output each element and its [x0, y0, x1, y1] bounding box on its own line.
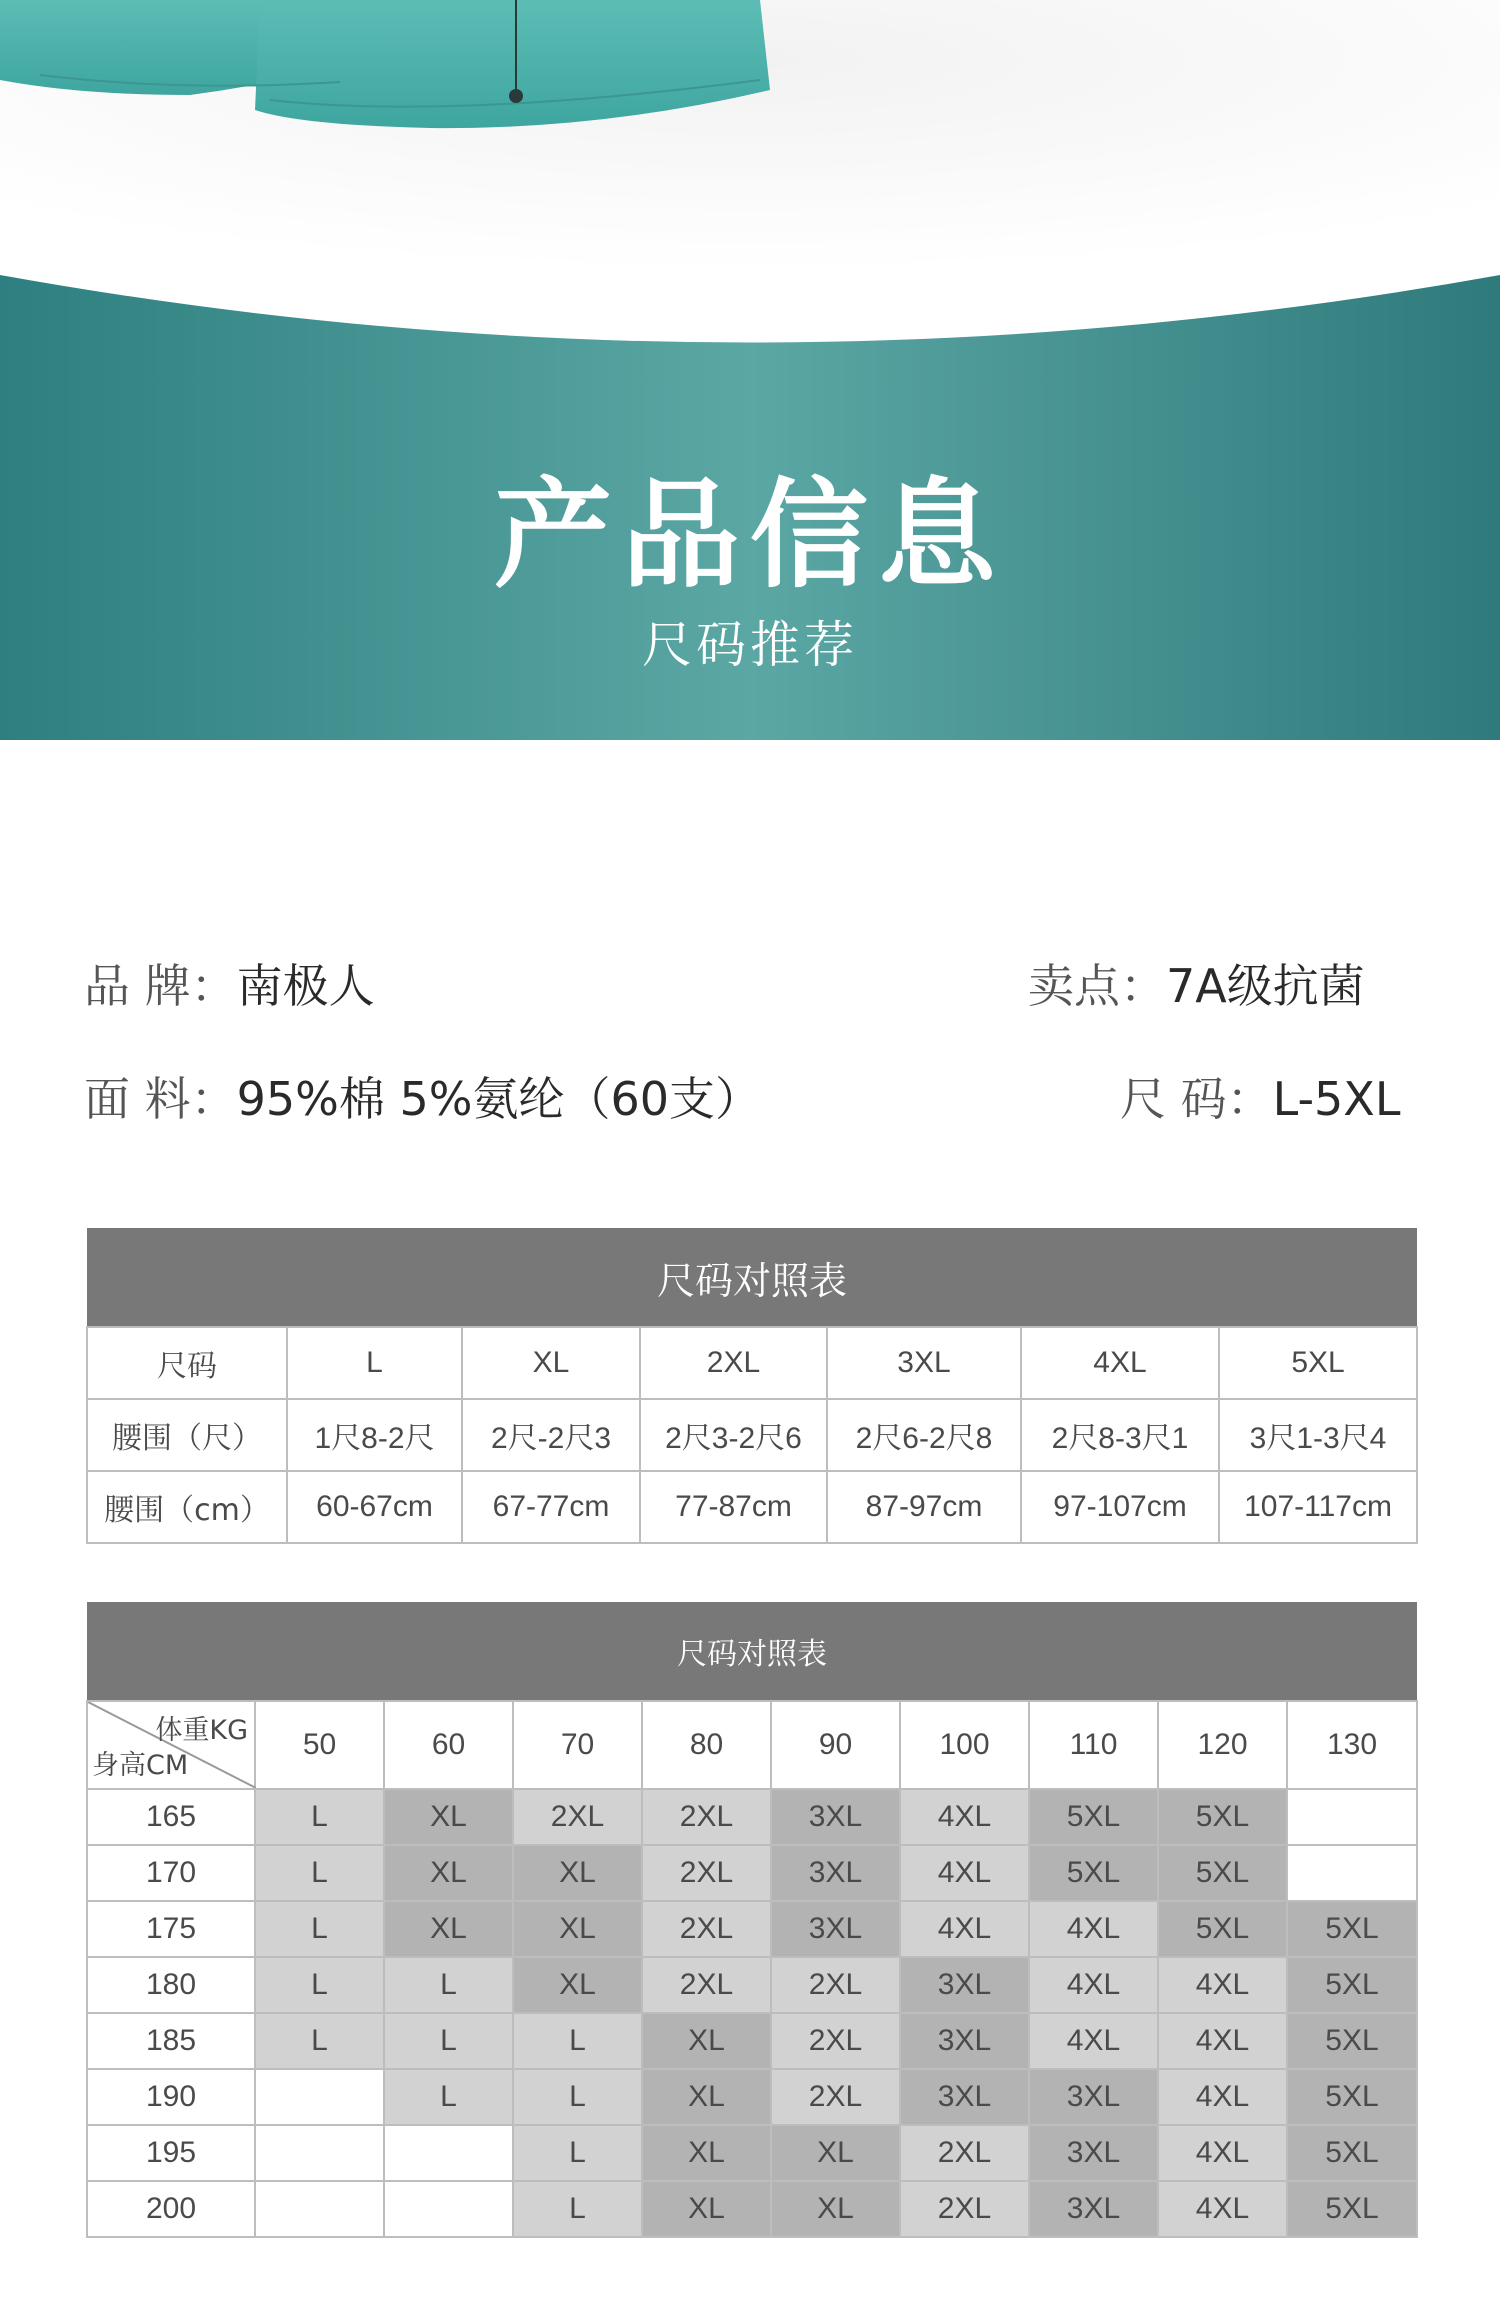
- size-cell: 5XL: [1287, 1901, 1417, 1957]
- size-cell: 2XL: [642, 1845, 771, 1901]
- brand-value: 南极人: [236, 959, 375, 1013]
- size-cell: 5XL: [1287, 2069, 1417, 2125]
- page-title: 产品信息: [493, 466, 1006, 604]
- height-axis-label: 身高CM: [92, 1750, 189, 1781]
- weight-header-cell: 60: [384, 1701, 513, 1789]
- size-cell: 2XL: [642, 1789, 771, 1845]
- size-cell: 4XL: [1158, 2125, 1287, 2181]
- size-cell: 5XL: [1158, 1901, 1287, 1957]
- table-row: [87, 1789, 1417, 1845]
- size-cell: 3XL: [900, 2013, 1029, 2069]
- brand-label: 品 牌：: [84, 959, 237, 1013]
- size-cell: 5XL: [1287, 2181, 1417, 2237]
- table-cell: 87-97cm: [827, 1471, 1021, 1543]
- size-cell: 2XL: [513, 1789, 642, 1845]
- weight-header-cell: 110: [1029, 1701, 1158, 1789]
- weight-header-cell: 120: [1158, 1701, 1287, 1789]
- size-cell: 4XL: [1158, 2181, 1287, 2237]
- size-cell: 2XL: [771, 1957, 900, 2013]
- height-row-header: 195: [87, 2125, 255, 2181]
- table-cell: 1尺8-2尺: [287, 1399, 462, 1471]
- size-cell: XL: [513, 1845, 642, 1901]
- table-cell: 2尺6-2尺8: [827, 1399, 1021, 1471]
- size-cell: [384, 2125, 513, 2181]
- size-cell: 3XL: [900, 1957, 1029, 2013]
- size-cell: 5XL: [1029, 1845, 1158, 1901]
- size-cell: [1287, 1789, 1417, 1845]
- size-cell: L: [513, 2069, 642, 2125]
- table-cell: 2尺3-2尺6: [640, 1399, 827, 1471]
- waist-size-table: [86, 1228, 1418, 1544]
- size-range-info: [1120, 1063, 1400, 1129]
- height-row-header: 200: [87, 2181, 255, 2237]
- size-cell: 2XL: [642, 1957, 771, 2013]
- table-row: [87, 2069, 1417, 2125]
- size-cell: XL: [771, 2181, 900, 2237]
- table-row: [87, 2181, 1417, 2237]
- size-cell: 5XL: [1287, 2125, 1417, 2181]
- size-cell: XL: [384, 1789, 513, 1845]
- header-cell: 2XL: [640, 1327, 827, 1399]
- table-row: [87, 2013, 1417, 2069]
- size-cell: 5XL: [1158, 1845, 1287, 1901]
- table-cell: 107-117cm: [1219, 1471, 1417, 1543]
- waist-table-caption: 尺码对照表: [87, 1228, 1417, 1327]
- table-cell: 3尺1-3尺4: [1219, 1399, 1417, 1471]
- size-cell: XL: [384, 1845, 513, 1901]
- fabric-info: [84, 1063, 761, 1129]
- header-cell: 尺码: [87, 1327, 287, 1399]
- selling-label: 卖点：: [1028, 959, 1166, 1013]
- size-cell: 5XL: [1287, 1957, 1417, 2013]
- size-cell: 5XL: [1158, 1789, 1287, 1845]
- fit-size-table: [86, 1602, 1418, 2238]
- selling-value: 7A级抗菌: [1166, 959, 1365, 1013]
- size-cell: XL: [384, 1901, 513, 1957]
- header-cell: 5XL: [1219, 1327, 1417, 1399]
- fit-table-body: [87, 1789, 1417, 2237]
- page-subtitle: 尺码推荐: [642, 616, 858, 674]
- header-cell: XL: [462, 1327, 640, 1399]
- size-cell: XL: [513, 1901, 642, 1957]
- size-cell: [255, 2125, 384, 2181]
- fit-table-caption: 尺码对照表: [87, 1602, 1417, 1701]
- size-cell: 2XL: [900, 2125, 1029, 2181]
- size-cell: 4XL: [900, 1901, 1029, 1957]
- table-cell: 67-77cm: [462, 1471, 640, 1543]
- size-cell: 3XL: [771, 1901, 900, 1957]
- table-cell: 77-87cm: [640, 1471, 827, 1543]
- size-cell: 3XL: [1029, 2069, 1158, 2125]
- row-header: 腰围（cm）: [87, 1471, 287, 1543]
- size-cell: [255, 2181, 384, 2237]
- size-value: L-5XL: [1272, 1072, 1401, 1126]
- corner-cell: [87, 1701, 255, 1789]
- header-cell: 4XL: [1021, 1327, 1219, 1399]
- weight-axis-label: 体重KG: [155, 1715, 248, 1746]
- weight-header-cell: 70: [513, 1701, 642, 1789]
- brand-info: [84, 950, 375, 1016]
- fit-table-header: [87, 1701, 1417, 1789]
- header-cell: 3XL: [827, 1327, 1021, 1399]
- weight-header-cell: 90: [771, 1701, 900, 1789]
- size-cell: 4XL: [1029, 1957, 1158, 2013]
- size-cell: L: [513, 2125, 642, 2181]
- size-cell: 4XL: [1158, 1957, 1287, 2013]
- size-cell: L: [255, 1901, 384, 1957]
- size-cell: L: [384, 1957, 513, 2013]
- height-row-header: 185: [87, 2013, 255, 2069]
- header-cell: L: [287, 1327, 462, 1399]
- height-row-header: 165: [87, 1789, 255, 1845]
- size-cell: [1287, 1845, 1417, 1901]
- size-cell: XL: [513, 1957, 642, 2013]
- size-cell: L: [513, 2013, 642, 2069]
- table-row: [87, 1471, 1417, 1543]
- table-row: [87, 2125, 1417, 2181]
- product-hero: [0, 0, 1500, 740]
- size-cell: 4XL: [1029, 1901, 1158, 1957]
- size-cell: L: [255, 1957, 384, 2013]
- height-row-header: 170: [87, 1845, 255, 1901]
- size-cell: L: [255, 2013, 384, 2069]
- weight-header-cell: 80: [642, 1701, 771, 1789]
- weight-header-cell: 50: [255, 1701, 384, 1789]
- waist-table-header: [87, 1327, 1417, 1399]
- size-cell: 3XL: [771, 1789, 900, 1845]
- height-row-header: 190: [87, 2069, 255, 2125]
- size-cell: XL: [642, 2181, 771, 2237]
- table-cell: 97-107cm: [1021, 1471, 1219, 1543]
- size-cell: XL: [771, 2125, 900, 2181]
- weight-header-cell: 100: [900, 1701, 1029, 1789]
- size-cell: 5XL: [1287, 2013, 1417, 2069]
- size-cell: XL: [642, 2013, 771, 2069]
- size-cell: [384, 2181, 513, 2237]
- size-label: 尺 码：: [1120, 1072, 1273, 1126]
- size-cell: XL: [642, 2069, 771, 2125]
- size-cell: 2XL: [900, 2181, 1029, 2237]
- size-cell: 4XL: [900, 1789, 1029, 1845]
- size-cell: 5XL: [1029, 1789, 1158, 1845]
- size-cell: 4XL: [900, 1845, 1029, 1901]
- table-row: [87, 1901, 1417, 1957]
- fabric-value: 95%棉 5%氨纶（60支）: [236, 1072, 761, 1126]
- fabric-label: 面 料：: [84, 1072, 237, 1126]
- size-cell: 3XL: [771, 1845, 900, 1901]
- size-cell: 3XL: [900, 2069, 1029, 2125]
- table-cell: 2尺-2尺3: [462, 1399, 640, 1471]
- size-cell: L: [255, 1789, 384, 1845]
- table-cell: 2尺8-3尺1: [1021, 1399, 1219, 1471]
- selling-point-info: [1028, 950, 1365, 1016]
- table-row: [87, 1399, 1417, 1471]
- size-cell: L: [384, 2069, 513, 2125]
- size-cell: 4XL: [1029, 2013, 1158, 2069]
- size-cell: 3XL: [1029, 2125, 1158, 2181]
- table-cell: 60-67cm: [287, 1471, 462, 1543]
- height-row-header: 180: [87, 1957, 255, 2013]
- size-cell: 2XL: [771, 2013, 900, 2069]
- size-cell: L: [384, 2013, 513, 2069]
- size-cell: 2XL: [771, 2069, 900, 2125]
- row-header: 腰围（尺）: [87, 1399, 287, 1471]
- size-cell: L: [513, 2181, 642, 2237]
- size-cell: 3XL: [1029, 2181, 1158, 2237]
- size-cell: XL: [642, 2125, 771, 2181]
- weight-header-cell: 130: [1287, 1701, 1417, 1789]
- table-row: [87, 1845, 1417, 1901]
- size-cell: 4XL: [1158, 2013, 1287, 2069]
- table-row: [87, 1957, 1417, 2013]
- height-row-header: 175: [87, 1901, 255, 1957]
- size-cell: 2XL: [642, 1901, 771, 1957]
- size-cell: 4XL: [1158, 2069, 1287, 2125]
- size-cell: L: [255, 1845, 384, 1901]
- size-cell: [255, 2069, 384, 2125]
